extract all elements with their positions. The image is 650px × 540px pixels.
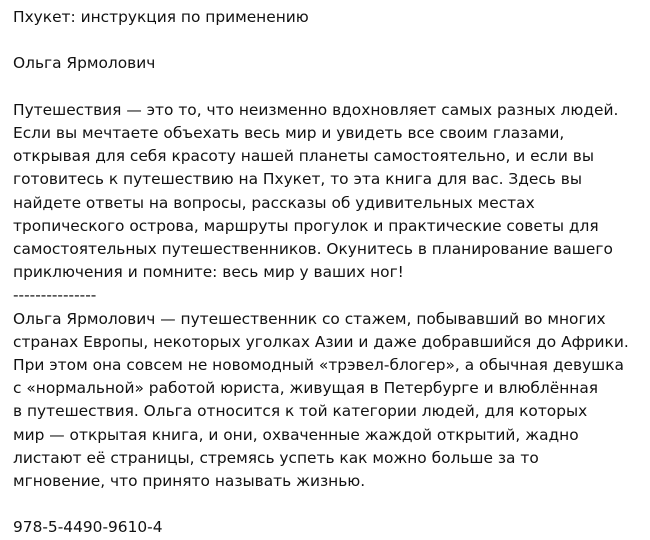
spacer [13,493,650,516]
bio-line: мир — открытая книга, и они, охваченные жаждой открытий, жадно [13,425,579,444]
author-name: Ольга Ярмолович [13,54,156,73]
bio-line: странах Европы, некоторых уголках Азии и даже добравшийся до Африки. [13,332,629,351]
description-line: найдете ответы на вопросы, рассказы об удивительных местах [13,193,535,212]
book-title: Пхукет: инструкция по применению [13,8,309,26]
author-bio-paragraph [13,308,650,494]
spacer [13,76,650,99]
description-line: Если вы мечтаете объехать весь мир и увидеть все своим глазами, [13,123,565,142]
description-line: самостоятельных путешественников. Окунитесь в планирование вашего [13,240,613,258]
isbn-number: 978-5-4490-9610-4 [13,518,163,537]
bio-line: с «нормальной» работой юриста, живущая в Петербурге и влюблённая [13,379,599,398]
description-paragraph [13,99,650,285]
bio-line: мгновение, что принято называть жизнью. [13,472,366,491]
bio-line: Ольга Ярмолович — путешественник со стажем, побывавший во многих [13,309,606,328]
bio-line: листают её страницы, стремясь успеть как можно больше за то [13,448,539,467]
description-line: открывая для себя красоту нашей планеты самостоятельно, и если вы [13,147,595,166]
description-line: Путешествия — это то, что неизменно вдохновляет самых разных людей. [13,100,619,119]
description-line: тропического острова, маршруты прогулок и практические советы для [13,216,599,235]
bio-line: в путешествия. Ольга относится к той категории людей, для которых [13,402,588,421]
bio-line: При этом она совсем не новомодный «трэвел-блогер», а обычная девушка [13,356,624,375]
description-line: готовитесь к путешествию на Пхукет, то эта книга для вас. Здесь вы [13,170,582,189]
separator-line: --------------- [13,286,97,305]
description-line: приключения и помните: весь мир у ваших ног! [13,263,404,282]
spacer [13,29,650,52]
